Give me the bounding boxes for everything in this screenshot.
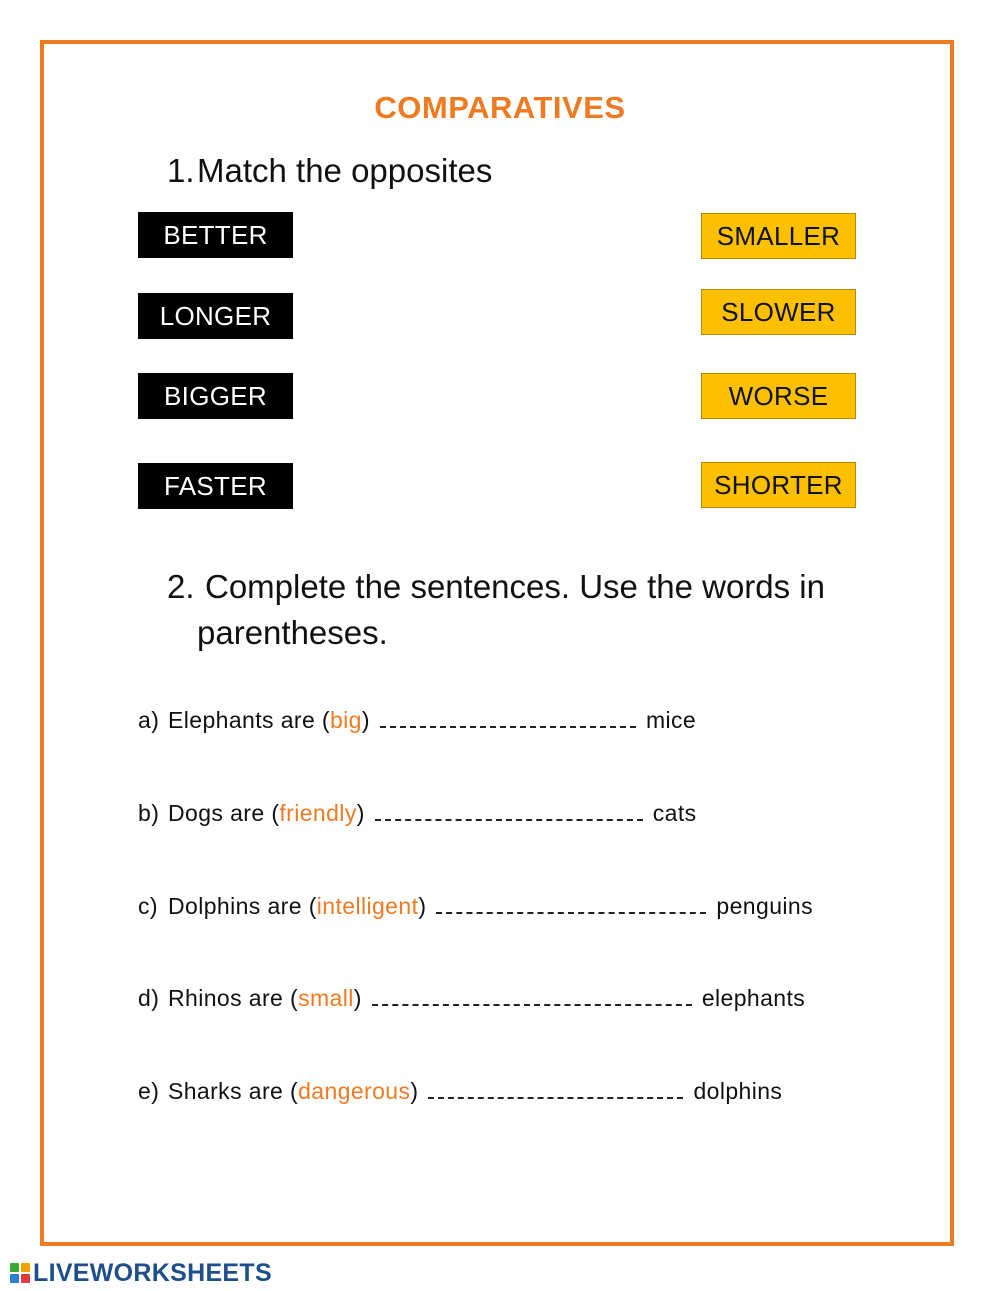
match-left-word-4[interactable]: FASTER bbox=[138, 463, 293, 509]
answer-blank-d[interactable] bbox=[372, 986, 692, 1006]
sentence-letter: d) bbox=[138, 985, 160, 1011]
logo-text: LIVEWORKSHEETS bbox=[33, 1258, 272, 1287]
sentence-letter: b) bbox=[138, 800, 160, 826]
sentence-letter: e) bbox=[138, 1078, 160, 1104]
sentence-hint: intelligent bbox=[316, 893, 419, 919]
sentence-hint: small bbox=[298, 985, 354, 1011]
match-right-word-2[interactable]: SLOWER bbox=[701, 289, 856, 335]
match-left-word-3[interactable]: BIGGER bbox=[138, 373, 293, 419]
sentence-letter: a) bbox=[138, 707, 160, 733]
answer-blank-a[interactable] bbox=[380, 708, 636, 728]
sentence-b bbox=[138, 800, 697, 827]
sentence-before: Elephants are ( bbox=[168, 707, 330, 733]
sentence-after: ) bbox=[418, 893, 427, 919]
sentence-hint: dangerous bbox=[298, 1078, 411, 1104]
sentence-hint: big bbox=[329, 707, 362, 733]
sentence-before: Rhinos are ( bbox=[168, 985, 299, 1011]
sentence-before: Sharks are ( bbox=[168, 1078, 299, 1104]
section2-heading-line1: Complete the sentences. Use the words in bbox=[205, 568, 825, 605]
match-right-word-3[interactable]: WORSE bbox=[701, 373, 856, 419]
sentence-hint: friendly bbox=[279, 800, 357, 826]
answer-blank-c[interactable] bbox=[436, 894, 706, 914]
sentence-d bbox=[138, 985, 805, 1012]
worksheet-title: COMPARATIVES bbox=[374, 90, 626, 125]
answer-blank-e[interactable] bbox=[428, 1079, 683, 1099]
sentence-after: ) bbox=[353, 985, 362, 1011]
section1-heading bbox=[167, 148, 492, 194]
match-right-word-4[interactable]: SHORTER bbox=[701, 462, 856, 508]
sentence-end: mice bbox=[645, 707, 697, 733]
match-left-word-2[interactable]: LONGER bbox=[138, 293, 293, 339]
sentence-a bbox=[138, 707, 696, 734]
section2-heading bbox=[167, 564, 887, 656]
sentence-before: Dogs are ( bbox=[168, 800, 280, 826]
sentence-end: elephants bbox=[701, 985, 806, 1011]
answer-blank-b[interactable] bbox=[375, 801, 643, 821]
section1-heading-text: Match the opposites bbox=[197, 152, 493, 189]
sentence-end: dolphins bbox=[693, 1078, 783, 1104]
sentence-after: ) bbox=[361, 707, 370, 733]
match-left-word-1[interactable]: BETTER bbox=[138, 212, 293, 258]
liveworksheets-logo-icon bbox=[10, 1263, 30, 1283]
sentence-before: Dolphins are ( bbox=[168, 893, 317, 919]
section1-number: 1. bbox=[167, 152, 195, 189]
sentence-end: cats bbox=[652, 800, 697, 826]
section2-heading-line2: parentheses. bbox=[197, 614, 388, 651]
sentence-e bbox=[138, 1078, 782, 1105]
match-right-word-1[interactable]: SMALLER bbox=[701, 213, 856, 259]
sentence-letter: c) bbox=[138, 893, 158, 919]
sentence-end: penguins bbox=[716, 893, 813, 919]
section2-number: 2. bbox=[167, 568, 195, 605]
sentence-after: ) bbox=[410, 1078, 419, 1104]
sentence-after: ) bbox=[356, 800, 365, 826]
sentence-c bbox=[138, 893, 813, 920]
liveworksheets-logo[interactable] bbox=[10, 1258, 272, 1288]
